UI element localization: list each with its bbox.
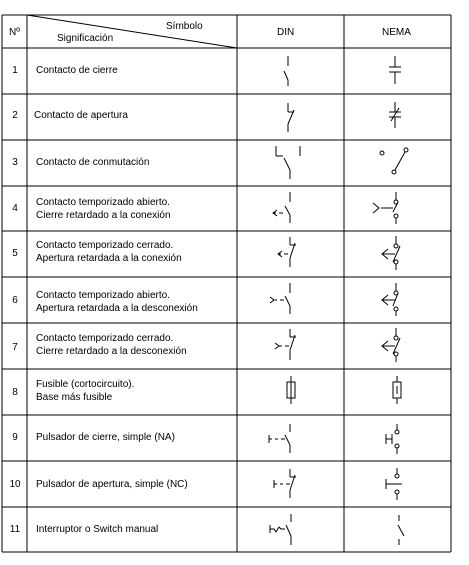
din-pushbutton-nc-icon [274,469,296,498]
din-nc-contact-icon [288,103,294,132]
din-no-contact-icon [284,56,288,86]
row-number: 10 [9,479,21,490]
header-din: DIN [277,27,295,38]
nema-timed-no-off-delay-icon [382,283,398,316]
din-timed-nc-off-delay-icon [275,329,296,360]
row-description-line2: Cierre retardado a la desconexión [36,346,187,357]
header-significacion: Significación [57,33,114,44]
din-manual-switch-icon [270,514,291,545]
row-description-line2: Apertura retardada a la desconexión [36,303,198,314]
row-description: Interruptor o Switch manual [36,524,159,535]
din-pushbutton-no-icon [269,424,290,453]
nema-pushbutton-no-icon [386,424,399,454]
row-number: 8 [12,387,18,398]
row-description-line2: Cierre retardado a la conexión [36,210,171,221]
nema-fuse-icon [393,376,401,404]
row-description-line1: Contacto temporizado cerrado. [36,333,174,344]
row-number: 11 [9,524,21,535]
row-number: 2 [12,110,18,121]
nema-timed-nc-off-delay-icon [382,328,400,362]
row-description: Contacto de cierre [36,65,118,76]
row-number: 3 [12,157,18,168]
row-number: 1 [12,65,18,76]
nema-manual-switch-icon [398,515,404,545]
nema-pushbutton-nc-icon [386,468,402,500]
row-description: Pulsador de cierre, simple (NA) [36,432,175,443]
header-num: Nº [9,27,20,38]
row-number: 4 [12,203,18,214]
din-timed-no-off-delay-icon [270,283,290,314]
nema-no-contact-icon [389,56,401,84]
header-nema: NEMA [382,27,411,38]
row-description: Pulsador de apertura, simple (NC) [36,479,188,490]
row-description-line2: Base más fusible [36,392,113,403]
row-number: 7 [12,342,18,353]
nema-timed-no-on-delay-icon [373,192,398,224]
row-number: 5 [12,248,18,259]
din-fuse-icon [287,376,295,404]
row-number: 9 [12,432,18,443]
din-timed-no-on-delay-icon [273,192,290,223]
din-changeover-contact-icon [276,146,300,179]
nema-nc-contact-icon [389,102,401,128]
row-description-line1: Fusible (cortocircuito). [36,379,135,390]
header-simbolo: Símbolo [166,21,203,32]
nema-timed-nc-on-delay-icon [382,236,400,270]
row-description: Contacto de conmutación [36,157,150,168]
row-description-line1: Contacto temporizado abierto. [36,197,170,208]
din-timed-nc-on-delay-icon [278,237,296,267]
row-number: 6 [12,295,18,306]
nema-changeover-contact-icon [380,148,408,174]
row-description-line2: Apertura retardada a la conexión [36,253,182,264]
row-description-line1: Contacto temporizado abierto. [36,290,170,301]
row-description-line1: Contacto temporizado cerrado. [36,240,174,251]
row-description: Contacto de apertura [34,110,128,121]
